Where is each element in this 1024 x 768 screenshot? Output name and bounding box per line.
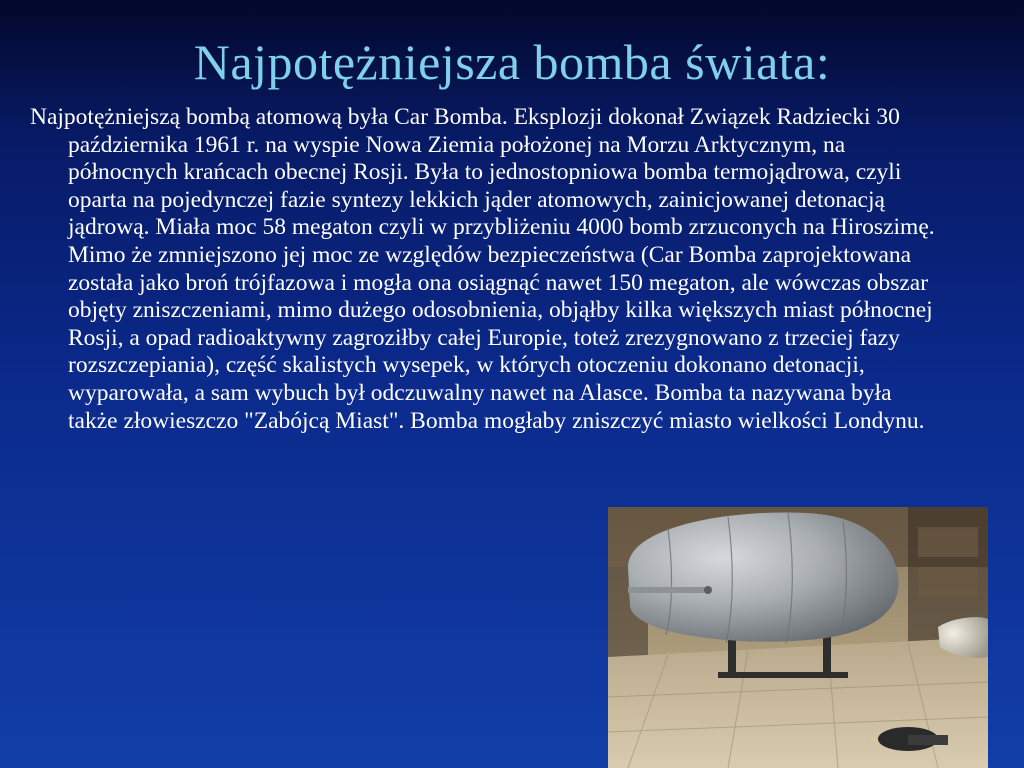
slide-body-paragraph: Najpotężniejszą bombą atomową była Car Bomba. Eksplozji dokonał Związek Radziecki 30 października 1961 r. na wyspie Nowa Ziemia położonej na Morzu Arktycznym, na północnych krańcach obecnej Rosji. Była to jednostopniowa bomba termojądrowa, czyli oparta na pojedynczej fazie syntezy lekkich jąder atomowych, zainicjowanej detonacją jądrową. Miała moc 58 megaton czyli w przybliżeniu 4000 bomb zrzuconych na Hiroszimę. Mimo że zmniejszono jej moc ze względów bezpieczeństwa (Car Bomba zaprojektowana została jako broń trójfazowa i mogła ona osiągnąć nawet 150 megaton, ale wówczas obszar objęty zniszczeniami, mimo dużego odosobnienia, objąłby kilka większych miast północnej Rosji, a opad radioaktywny zagroziłby całej Europie, toteż zrezygnowano z trzeciej fazy rozszczepiania), część skalistych wysepek, w których otoczeniu dokonano detonacji, wyparowała, a sam wybuch był odczuwalny nawet na Alasce. Bomba ta nazywana była także złowieszczo "Zabójcą Miast". Bomba mogłaby zniszczyć miasto wielkości Londynu. bbox=[30, 104, 935, 434]
tsar-bomba-photo bbox=[608, 507, 988, 768]
slide-title: Najpotężniejsza bomba świata: bbox=[193, 34, 831, 90]
